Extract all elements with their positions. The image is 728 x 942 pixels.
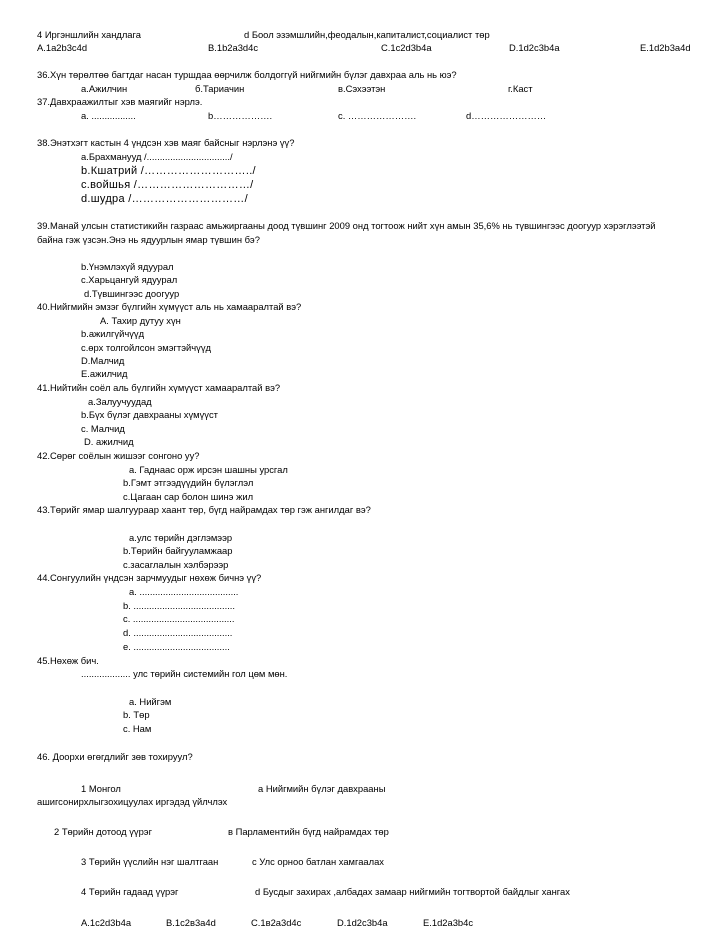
q35-option-b: B.1b2a3d4c <box>208 42 259 53</box>
q46-option-c: C.1в2a3d4c <box>251 917 302 928</box>
q39-question-line1: 39.Манай улсын статистикийн газраас амьжиргааны доод түвшинг 2009 онд тогтоож нийт хүн амын 35,6% нь түвшингээс доогуур хэрэглээтэй <box>37 220 656 231</box>
q35-option-a: A.1a2b3c4d <box>37 42 88 53</box>
q46-row2-left: 2 Төрийн дотоод үүрэг <box>54 826 152 837</box>
q46-row4-right: d Бусдыг захирах ,албадах замаар нийгмийн тогтвортой байдлыг хангах <box>255 886 570 897</box>
q46-option-d: D.1d2c3b4a <box>337 917 388 928</box>
q35-option-e: E.1d2b3a4d <box>640 42 691 53</box>
q44-option-c: c. ....................................... <box>123 613 235 624</box>
q37-option-c: c. …………………. <box>338 110 417 121</box>
q36-option-a: a.Ажилчин <box>81 83 128 94</box>
q46-option-a: A.1c2d3b4a <box>81 917 132 928</box>
q41-question: 41.Нийтийн соёл аль бүлгийн хүмүүст хамааралтай вэ? <box>37 382 281 393</box>
q35-option-d: D.1d2c3b4a <box>509 42 560 53</box>
q43-question: 43.Төрийг ямар шалгуураар хаант төр, бүгд найрамдах төр гэж ангилдаг вэ? <box>37 504 371 515</box>
q36-question: 36.Хүн төрөлтөө багтдаг насан туршдаа өөрчилж болдоггүй нийгмийн бүлэг давхраа аль нь юэ? <box>37 69 457 80</box>
q38-option-b: b.Кшатрий /………………………../ <box>81 165 256 177</box>
q45-blank-sentence: ................... улс төрийн системийн гол цөм мөн. <box>81 668 288 679</box>
q46-option-b: B.1c2в3a4d <box>166 917 216 928</box>
q42-option-a: a. Гаднаас орж ирсэн шашны урсгал <box>129 464 288 475</box>
q46-row1-left: 1 Монгол <box>81 783 121 794</box>
q40-option-d: D.Малчид <box>81 355 125 366</box>
q36-option-d: г.Каст <box>508 83 533 94</box>
q39-question-line2: байна гэж үзсэн.Энэ нь ядуурлын ямар түвшин бэ? <box>37 234 260 245</box>
q40-option-b: b.ажилгүйчүүд <box>81 328 145 339</box>
q38-option-a: a.Брахманууд /................................/ <box>81 151 233 162</box>
q45-option-c: c. Нам <box>123 723 152 734</box>
q38-option-c: c.войшья /…………………………/ <box>81 179 254 191</box>
q41-option-b: b.Бүх бүлэг давхрааны хүмүүст <box>81 409 218 420</box>
q38-option-d: d.шудра /…………………………/ <box>81 193 248 205</box>
q40-option-c: c.өрх толгойлсон эмэгтэйчүүд <box>81 342 211 353</box>
q37-option-a: a. ................. <box>81 110 136 121</box>
q43-option-b: b.Төрийн байгууламжаар <box>123 545 233 556</box>
q35-title-left: 4 Иргэншлийн хандлага <box>37 29 141 40</box>
q39-option-c: c.Харьцангуй ядуурал <box>81 274 178 285</box>
q37-option-d: d…………………… <box>466 110 547 121</box>
q44-option-e: e. ..................................... <box>123 641 230 652</box>
q46-row3-right: c Улс орноо батлан хамгаалах <box>252 856 384 867</box>
q37-option-b: b………………. <box>208 110 273 121</box>
q45-option-a: a. Нийгэм <box>129 696 172 707</box>
q35-title-right: d Боол эзэмшлийн,феодалын,капиталист,социалист төр <box>244 29 490 40</box>
q41-option-c: c. Малчид <box>81 423 125 434</box>
q46-row2-right: в Парламентийн бүгд найрамдах төр <box>228 826 389 837</box>
q44-question: 44.Сонгуулийн үндсэн зарчмуудыг нөхөж бичнэ үү? <box>37 572 262 583</box>
q46-row1-right: a Нийгмийн бүлэг давхрааны <box>258 783 386 794</box>
q46-row3-left: 3 Төрийн үүслийн нэг шалтгаан <box>81 856 219 867</box>
q45-question: 45.Нөхөж бич. <box>37 655 99 666</box>
q46-option-e: E.1d2a3b4c <box>423 917 474 928</box>
q44-option-a: a. ...................................... <box>129 586 239 597</box>
q41-option-d: D. ажилчид <box>84 436 134 447</box>
q40-question: 40.Нийгмийн эмзэг бүлгийн хүмүүст аль нь хамааралтай вэ? <box>37 301 302 312</box>
q45-option-b: b. Төр <box>123 709 150 720</box>
q37-question: 37.Давхраажилтыг хэв маягийг нэрлэ. <box>37 96 203 107</box>
q43-option-c: c.засаглалын хэлбэрээр <box>123 559 229 570</box>
q44-option-b: b. ....................................... <box>123 600 236 611</box>
q46-row1-continuation: ашигсонирхлыгзохицуулах иргэдэд үйлчлэх <box>37 796 228 807</box>
q41-option-a: a.Залуучуудад <box>88 396 152 407</box>
q46-question: 46. Доорхи өгөгдлийг зөв тохируул? <box>37 751 193 762</box>
q39-option-b: b.Үнэмлэхүй ядуурал <box>81 261 174 272</box>
q39-option-d: d.Түвшингээс доогуур <box>84 288 180 299</box>
q40-option-e: E.ажилчид <box>81 368 128 379</box>
q35-option-c: C.1c2d3b4a <box>381 42 432 53</box>
q42-option-c: c.Цагаан сар болон шинэ жил <box>123 491 254 502</box>
q44-option-d: d. ...................................... <box>123 627 233 638</box>
q36-option-c: в.Сэхээтэн <box>338 83 386 94</box>
q36-option-b: б.Тариачин <box>195 83 245 94</box>
q46-row4-left: 4 Төрийн гадаад үүрэг <box>81 886 179 897</box>
q43-option-a: a.улс төрийн дэглэмээр <box>129 532 233 543</box>
q42-option-b: b.Гэмт этгээдүүдийн бүлэглэл <box>123 477 254 488</box>
q40-option-a: A. Тахир дутуу хүн <box>100 315 181 326</box>
q42-question: 42.Сөрөг соёлын жишээг сонгоно уу? <box>37 450 200 461</box>
q38-question: 38.Энэтхэгт кастын 4 үндсэн хэв маяг байсныг нэрлэнэ үү? <box>37 137 295 148</box>
